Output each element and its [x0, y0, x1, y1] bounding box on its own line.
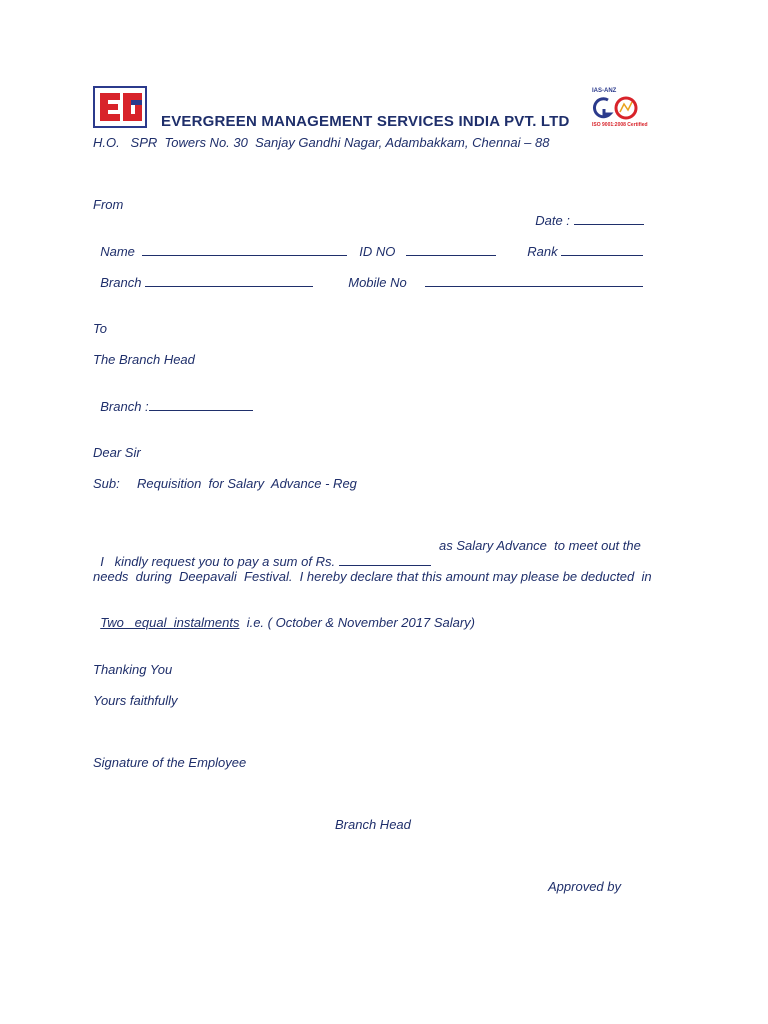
mobile-field: [341, 259, 643, 290]
name-field: [93, 228, 347, 259]
amount-blank: [339, 553, 431, 566]
body-line-1b: as Salary Advance to meet out the: [439, 538, 641, 553]
branch-label: Branch: [100, 275, 142, 290]
cert-bottom-text: ISO 9001:2008 Certified: [592, 122, 648, 128]
approved-label: Approved by: [548, 879, 621, 894]
branch-field: [93, 259, 313, 290]
id-label: ID NO: [359, 244, 396, 259]
company-name: EVERGREEN MANAGEMENT SERVICES INDIA PVT. LTD: [161, 113, 570, 130]
name-blank: [142, 243, 347, 256]
subject-text: Requisition for Salary Advance - Reg: [137, 476, 357, 491]
rank-field: [520, 228, 643, 259]
to-label: To: [93, 321, 107, 336]
body-line-1: [93, 538, 431, 569]
company-logo: [93, 86, 147, 128]
company-address: H.O. SPR Towers No. 30 Sanjay Gandhi Nagar, Adambakkam, Chennai – 88: [93, 135, 550, 150]
rank-label: Rank: [527, 244, 558, 259]
body-line-2: needs during Deepavali Festival. I hereby declare that this amount may please be deducted in: [93, 569, 652, 584]
mobile-label: Mobile No: [348, 275, 407, 290]
cert-circle-icon: [588, 94, 642, 122]
recipient: The Branch Head: [93, 352, 195, 367]
iso-cert-mark: [588, 88, 648, 130]
date-label: Date :: [535, 213, 570, 228]
body-line-1a: I kindly request you to pay a sum of Rs.: [100, 554, 336, 569]
cert-top-text: IAS-ANZ: [592, 88, 617, 94]
id-field: [352, 228, 496, 259]
branch-blank: [145, 274, 313, 287]
date-blank: [574, 212, 644, 225]
id-blank: [406, 243, 496, 256]
date-field: [528, 197, 644, 228]
signature-label: Signature of the Employee: [93, 755, 247, 770]
instalment-period: i.e. ( October & November 2017 Salary): [246, 615, 476, 630]
branch-head-label: Branch Head: [335, 817, 411, 832]
name-label: Name: [100, 244, 135, 259]
rank-blank: [561, 243, 643, 256]
mobile-blank: [425, 274, 643, 287]
from-label: From: [93, 197, 124, 212]
to-branch-field: [93, 383, 253, 414]
instalments-text: Two equal instalments: [100, 615, 240, 630]
closing-text: Yours faithfully: [93, 693, 178, 708]
body-line-3: [93, 600, 475, 630]
to-branch-label: Branch :: [100, 399, 149, 414]
thanking-text: Thanking You: [93, 662, 173, 677]
subject-label: Sub:: [93, 476, 120, 491]
salutation: Dear Sir: [93, 445, 141, 460]
to-branch-blank: [149, 398, 253, 411]
